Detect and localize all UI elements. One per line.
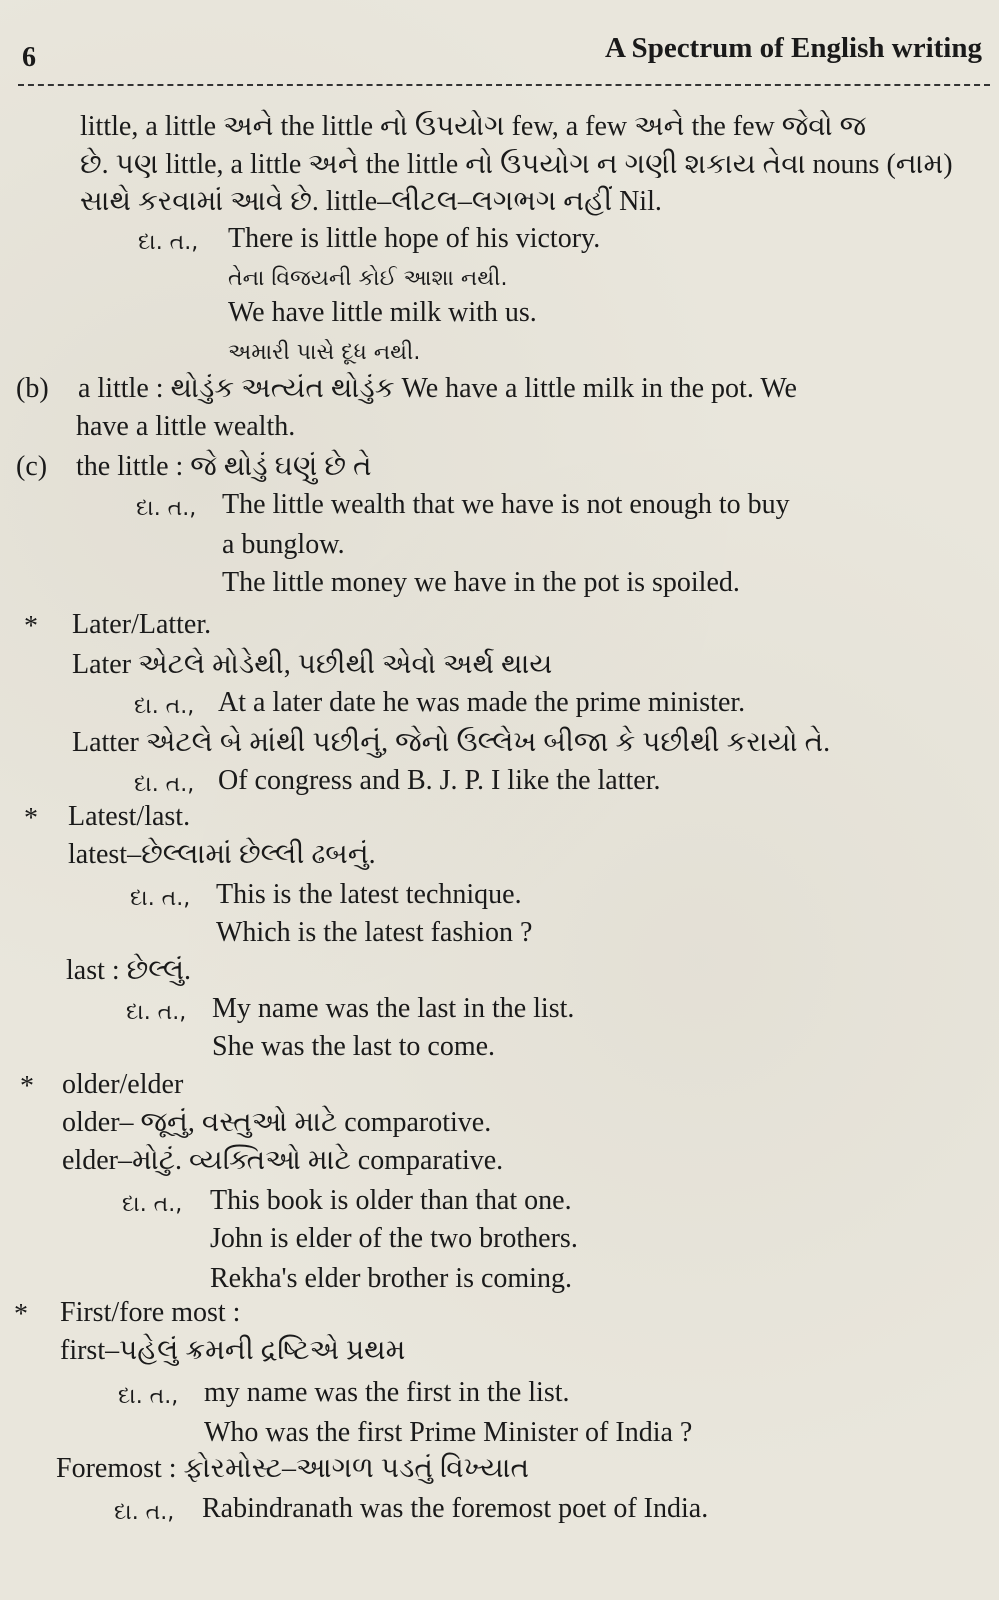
translation-line: અમારી પાસે દૂધ નથી. — [228, 340, 421, 365]
example-label: દા. ત., — [134, 772, 195, 797]
example-sentence: My name was the last in the list. — [212, 993, 575, 1024]
example-sentence: Which is the latest fashion ? — [216, 917, 533, 948]
translation-line: તેના વિજયની કોઈ આશા નથી. — [228, 266, 508, 291]
text-line: Latter એટલે બે માંથી પછીનું, જેનો ઉલ્લેખ બીજા કે પછીથી કરાયો તે. — [72, 727, 831, 758]
header-divider — [18, 84, 990, 92]
list-marker-b: (b) — [16, 373, 49, 404]
example-sentence: At a later date he was made the prime minister. — [218, 687, 746, 718]
example-sentence: a bunglow. — [222, 529, 345, 560]
example-sentence: Rabindranath was the foremost poet of India. — [202, 1493, 709, 1524]
example-sentence: This is the latest technique. — [216, 879, 522, 910]
example-label: દા. ત., — [126, 1000, 187, 1025]
example-sentence: Of congress and B. J. P. I like the latter. — [218, 765, 661, 796]
star-bullet: * — [24, 803, 38, 834]
text-line: older– જૂનું, વસ્તુઓ માટે comparotive. — [62, 1107, 492, 1138]
text-line: little, a little અને the little નો ઉપયોગ few, a few અને the few જેવો જ — [80, 111, 867, 142]
section-heading: older/elder — [62, 1069, 184, 1100]
example-label: દા. ત., — [134, 694, 195, 719]
section-heading: First/fore most : — [60, 1297, 241, 1328]
example-sentence: Rekha's elder brother is coming. — [210, 1263, 572, 1294]
example-sentence: This book is older than that one. — [210, 1185, 572, 1216]
example-sentence: John is elder of the two brothers. — [210, 1223, 578, 1254]
page-header — [18, 30, 988, 80]
text-line: છે. પણ little, a little અને the little નો ઉપયોગ ન ગણી શકાય તેવા nouns (નામ) — [80, 149, 953, 180]
text-line: elder–મોટું. વ્યક્તિઓ માટે comparative. — [62, 1145, 504, 1176]
text-line: Later એટલે મોડેથી, પછીથી એવો અર્થ થાય — [72, 649, 553, 680]
star-bullet: * — [24, 611, 38, 642]
example-label: દા. ત., — [118, 1384, 179, 1409]
example-sentence: We have little milk with us. — [228, 297, 537, 328]
example-sentence: The little money we have in the pot is spoiled. — [222, 567, 740, 598]
example-label: દા. ત., — [138, 230, 199, 255]
star-bullet: * — [20, 1071, 34, 1102]
example-label: દા. ત., — [122, 1192, 183, 1217]
example-label: દા. ત., — [130, 886, 191, 911]
text-line: a little : થોડુંક અત્યંત થોડુંક We have a little milk in the pot. We — [78, 373, 797, 404]
example-sentence: Who was the first Prime Minister of India ? — [204, 1417, 693, 1448]
page-number: 6 — [22, 42, 36, 73]
example-label: દા. ત., — [136, 496, 197, 521]
text-line: have a little wealth. — [76, 411, 296, 442]
example-sentence: The little wealth that we have is not enough to buy — [222, 489, 790, 520]
example-label: દા. ત., — [114, 1500, 175, 1525]
text-line: last : છેલ્લું. — [66, 955, 192, 986]
example-sentence: There is little hope of his victory. — [228, 223, 601, 254]
example-sentence: my name was the first in the list. — [204, 1377, 570, 1408]
section-heading: Latest/last. — [68, 801, 191, 832]
text-line: first–પહેલું ક્રમની દ્રષ્ટિએ પ્રથમ — [60, 1335, 406, 1366]
star-bullet: * — [14, 1299, 28, 1330]
text-line: Foremost : ફોરમોસ્ટ–આગળ પડતું વિખ્યાત — [56, 1453, 530, 1484]
text-line: latest–છેલ્લામાં છેલ્લી ઢબનું. — [68, 839, 376, 870]
book-title: A Spectrum of English writing — [604, 32, 982, 64]
section-heading: Later/Latter. — [72, 609, 212, 640]
example-sentence: She was the last to come. — [212, 1031, 496, 1062]
text-line: the little : જે થોડું ઘણું છે તે — [76, 451, 372, 482]
list-marker-c: (c) — [16, 451, 48, 482]
text-line: સાથે કરવામાં આવે છે. little–લીટલ–લગભગ નહીં Nil. — [80, 186, 662, 217]
